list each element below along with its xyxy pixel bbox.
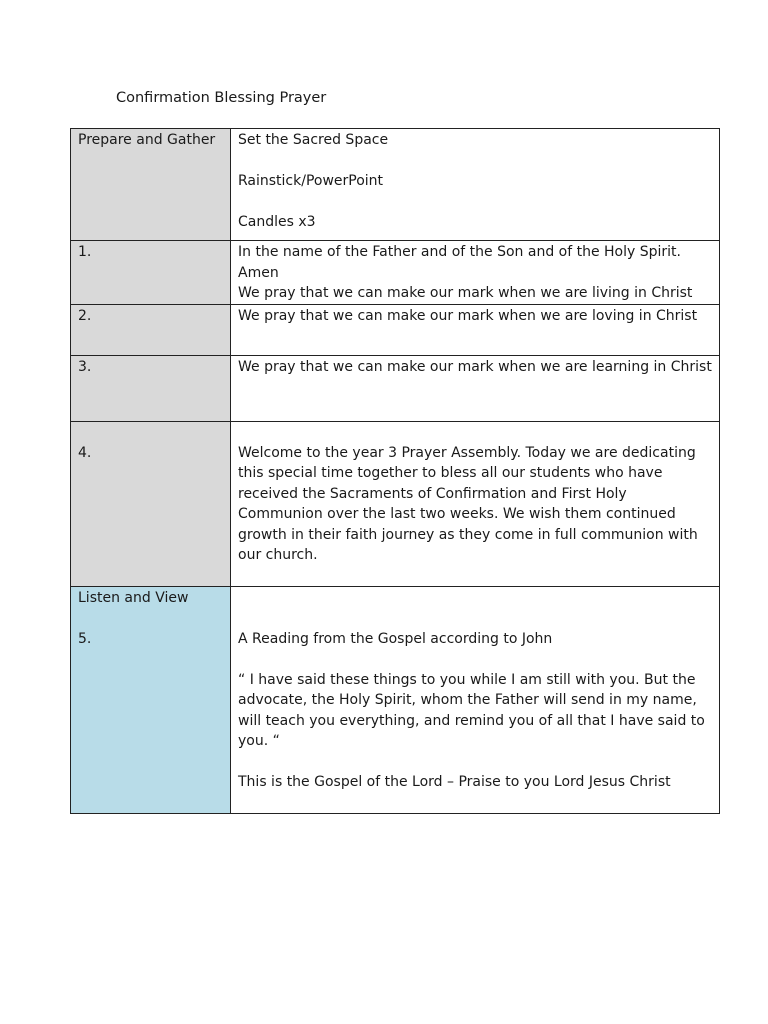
row-label: 3. bbox=[78, 358, 92, 375]
gospel-quote: “ I have said these things to you while I am still with you. But the advocate, the Holy Spirit, whom the Father will send in my name, will teach you everything, and remind you of all that I have said to you. “ bbox=[238, 671, 705, 749]
gospel-closing: This is the Gospel of the Lord – Praise to you Lord Jesus Christ bbox=[238, 774, 671, 790]
content-cell bbox=[231, 129, 720, 241]
label-cell bbox=[71, 355, 231, 421]
row-label: 5. bbox=[78, 630, 92, 647]
table-row-2 bbox=[71, 304, 720, 355]
content-cell bbox=[231, 586, 720, 813]
label-cell bbox=[71, 129, 231, 241]
row-label: 4. bbox=[78, 444, 92, 461]
label-cell bbox=[71, 304, 231, 355]
label-cell bbox=[71, 241, 231, 305]
section-label: Listen and View bbox=[78, 589, 189, 606]
table-row-listen-view bbox=[71, 586, 720, 813]
content-cell bbox=[231, 304, 720, 355]
content-cell bbox=[231, 241, 720, 305]
content-text: We pray that we can make our mark when we are learning in Christ bbox=[238, 358, 712, 375]
table-row-1 bbox=[71, 241, 720, 305]
document-title: Confirmation Blessing Prayer bbox=[116, 90, 327, 106]
content-cell bbox=[231, 421, 720, 586]
table-row-4 bbox=[71, 421, 720, 586]
prayer-table bbox=[70, 128, 720, 814]
row-label: 2. bbox=[78, 307, 92, 324]
row-label: Prepare and Gather bbox=[78, 132, 216, 148]
table-row-prepare-gather bbox=[71, 129, 720, 241]
content-line: We pray that we can make our mark when we are loving in Christ bbox=[238, 307, 698, 324]
content-line: We pray that we can make our mark when we are living in Christ bbox=[238, 285, 693, 301]
content-line: Rainstick/PowerPoint bbox=[238, 173, 384, 189]
content-cell bbox=[231, 355, 720, 421]
row-label: 1. bbox=[78, 244, 92, 260]
reading-title: A Reading from the Gospel according to John bbox=[238, 630, 553, 647]
content-line: Amen bbox=[238, 264, 279, 281]
label-cell bbox=[71, 421, 231, 586]
content-line: Set the Sacred Space bbox=[238, 132, 389, 148]
label-cell bbox=[71, 586, 231, 813]
content-line: In the name of the Father and of the Son and of the Holy Spirit. bbox=[238, 244, 681, 260]
content-text: Welcome to the year 3 Prayer Assembly. Today we are dedicating this special time together to bless all our students who have received the Sacraments of Confirmation and First Holy Communion over the last two weeks. We wish them continued growth in their faith journey as they come in full communion with our church. bbox=[238, 444, 698, 563]
content-line: Candles x3 bbox=[238, 214, 316, 230]
table-row-3 bbox=[71, 355, 720, 421]
